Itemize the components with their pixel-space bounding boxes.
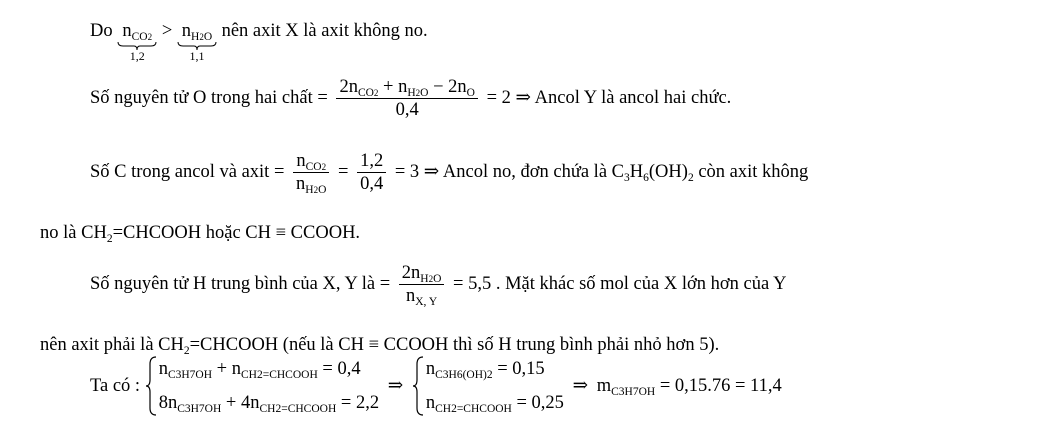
t: n	[296, 174, 306, 194]
system-row	[159, 356, 379, 382]
t: n	[158, 359, 168, 379]
t: 2n	[339, 77, 358, 97]
t: = 0,15.76 = 11,4	[655, 376, 782, 396]
fraction	[357, 150, 386, 195]
system-rows	[157, 356, 379, 416]
t: + 4n	[221, 393, 260, 413]
t: = 2,2	[336, 393, 380, 413]
denominator: 0,4	[360, 174, 384, 194]
value: 1,1	[189, 49, 205, 63]
result	[597, 376, 782, 396]
fraction	[293, 150, 329, 195]
t: = 0,15	[492, 359, 545, 379]
text: =CHCOOH hoặc CH ≡ CCOOH.	[112, 223, 361, 243]
sub: 2	[415, 88, 421, 98]
text: Số nguyên tử H trung bình của X, Y là =	[90, 273, 391, 294]
t: n	[425, 359, 436, 379]
sub: 2	[147, 32, 153, 42]
t: 2n	[401, 263, 421, 283]
sub: H	[191, 31, 200, 43]
sub: 2	[321, 162, 327, 172]
sub: CH2=CHCOOH	[259, 403, 337, 415]
t: n	[296, 151, 306, 171]
sub: O	[433, 273, 442, 285]
sub: 2	[183, 345, 190, 357]
denominator	[403, 285, 440, 307]
line-5	[90, 262, 787, 307]
numerator	[399, 262, 445, 284]
sub: 2	[687, 171, 694, 184]
numerator: 1,2	[360, 151, 384, 171]
sub: CH2=CHCOOH	[240, 369, 318, 381]
sub: CO	[357, 87, 374, 99]
t: n	[425, 393, 436, 413]
denominator: 0,4	[395, 100, 419, 120]
curly-brace-icon	[145, 356, 157, 416]
system-row	[426, 390, 564, 416]
n-symbol: n	[122, 21, 132, 41]
text: = 2 ⇒ Ancol Y là ancol hai chức.	[486, 87, 732, 108]
sub: C3H7OH	[611, 386, 656, 398]
sub: H	[305, 184, 314, 196]
system-rows	[424, 356, 564, 416]
sub: 6	[643, 171, 649, 184]
system-row	[159, 390, 379, 416]
sub: X, Y	[415, 296, 438, 308]
eq: =	[338, 161, 349, 182]
text: Số C trong ancol và axit =	[90, 161, 285, 182]
implies: ⇒	[387, 376, 404, 396]
sub: O	[420, 87, 429, 99]
sub: C3H7OH	[167, 369, 213, 381]
sub: 2	[199, 32, 204, 42]
t: m	[596, 376, 612, 396]
sub: O	[203, 31, 213, 43]
t: + n	[378, 77, 408, 97]
text: Số nguyên tử O trong hai chất =	[90, 87, 328, 108]
equation-system-1	[145, 356, 379, 416]
implies: ⇒	[572, 376, 589, 396]
equation-system-2	[412, 356, 564, 416]
line-6	[40, 334, 719, 356]
numerator	[293, 150, 329, 172]
fraction	[336, 76, 478, 121]
line-1	[90, 20, 428, 62]
text: nên axit X là axit không no.	[221, 21, 428, 41]
sub: C3H6(OH)2	[435, 369, 493, 381]
curly-brace-icon	[412, 356, 424, 416]
t: n	[406, 286, 416, 306]
n-symbol: n	[181, 21, 191, 41]
t: 8n	[158, 393, 178, 413]
sub: O	[318, 184, 327, 196]
t: (OH)	[648, 161, 688, 182]
sub: 2	[428, 274, 434, 284]
underbrace-h2o	[177, 20, 217, 62]
gt: >	[161, 21, 173, 41]
text: =CHCOOH (nếu là CH ≡ CCOOH thì số H trung bình phải nhỏ hơn 5).	[189, 335, 720, 355]
sub: O	[466, 87, 475, 99]
t: − 2n	[428, 77, 467, 97]
value: 1,2	[129, 49, 145, 63]
fraction	[399, 262, 445, 307]
line-2	[90, 76, 731, 121]
sub: 2	[313, 185, 319, 195]
denominator	[293, 173, 329, 195]
text: Ta có :	[90, 376, 141, 396]
sub: 2	[373, 88, 379, 98]
system-row	[426, 356, 564, 382]
sub: 3	[624, 171, 630, 184]
t: + n	[212, 359, 241, 379]
sub: H	[407, 87, 416, 99]
t: H	[629, 161, 644, 182]
text: = 5,5 . Mặt khác số mol của X lớn hơn của Y	[453, 273, 787, 294]
text: Do	[90, 21, 113, 41]
t: = 0,4	[317, 359, 361, 379]
text: còn axit không	[698, 161, 809, 182]
sub: H	[420, 273, 429, 285]
text: nên axit phải là CH	[40, 335, 184, 355]
sub: C3H7OH	[177, 403, 222, 415]
t: = 0,25	[511, 393, 564, 413]
sub: CH2=CHCOOH	[435, 403, 512, 415]
sub: CO	[305, 161, 322, 173]
line-7	[90, 356, 782, 416]
text: no là CH	[40, 223, 107, 243]
line-4	[40, 222, 360, 244]
sub: 2	[106, 233, 113, 245]
sub: CO	[131, 31, 148, 43]
line-3	[90, 150, 808, 195]
text: = 3 ⇒ Ancol no, đơn chứa là C	[394, 161, 625, 182]
numerator	[336, 76, 478, 98]
underbrace-co2	[117, 20, 157, 62]
